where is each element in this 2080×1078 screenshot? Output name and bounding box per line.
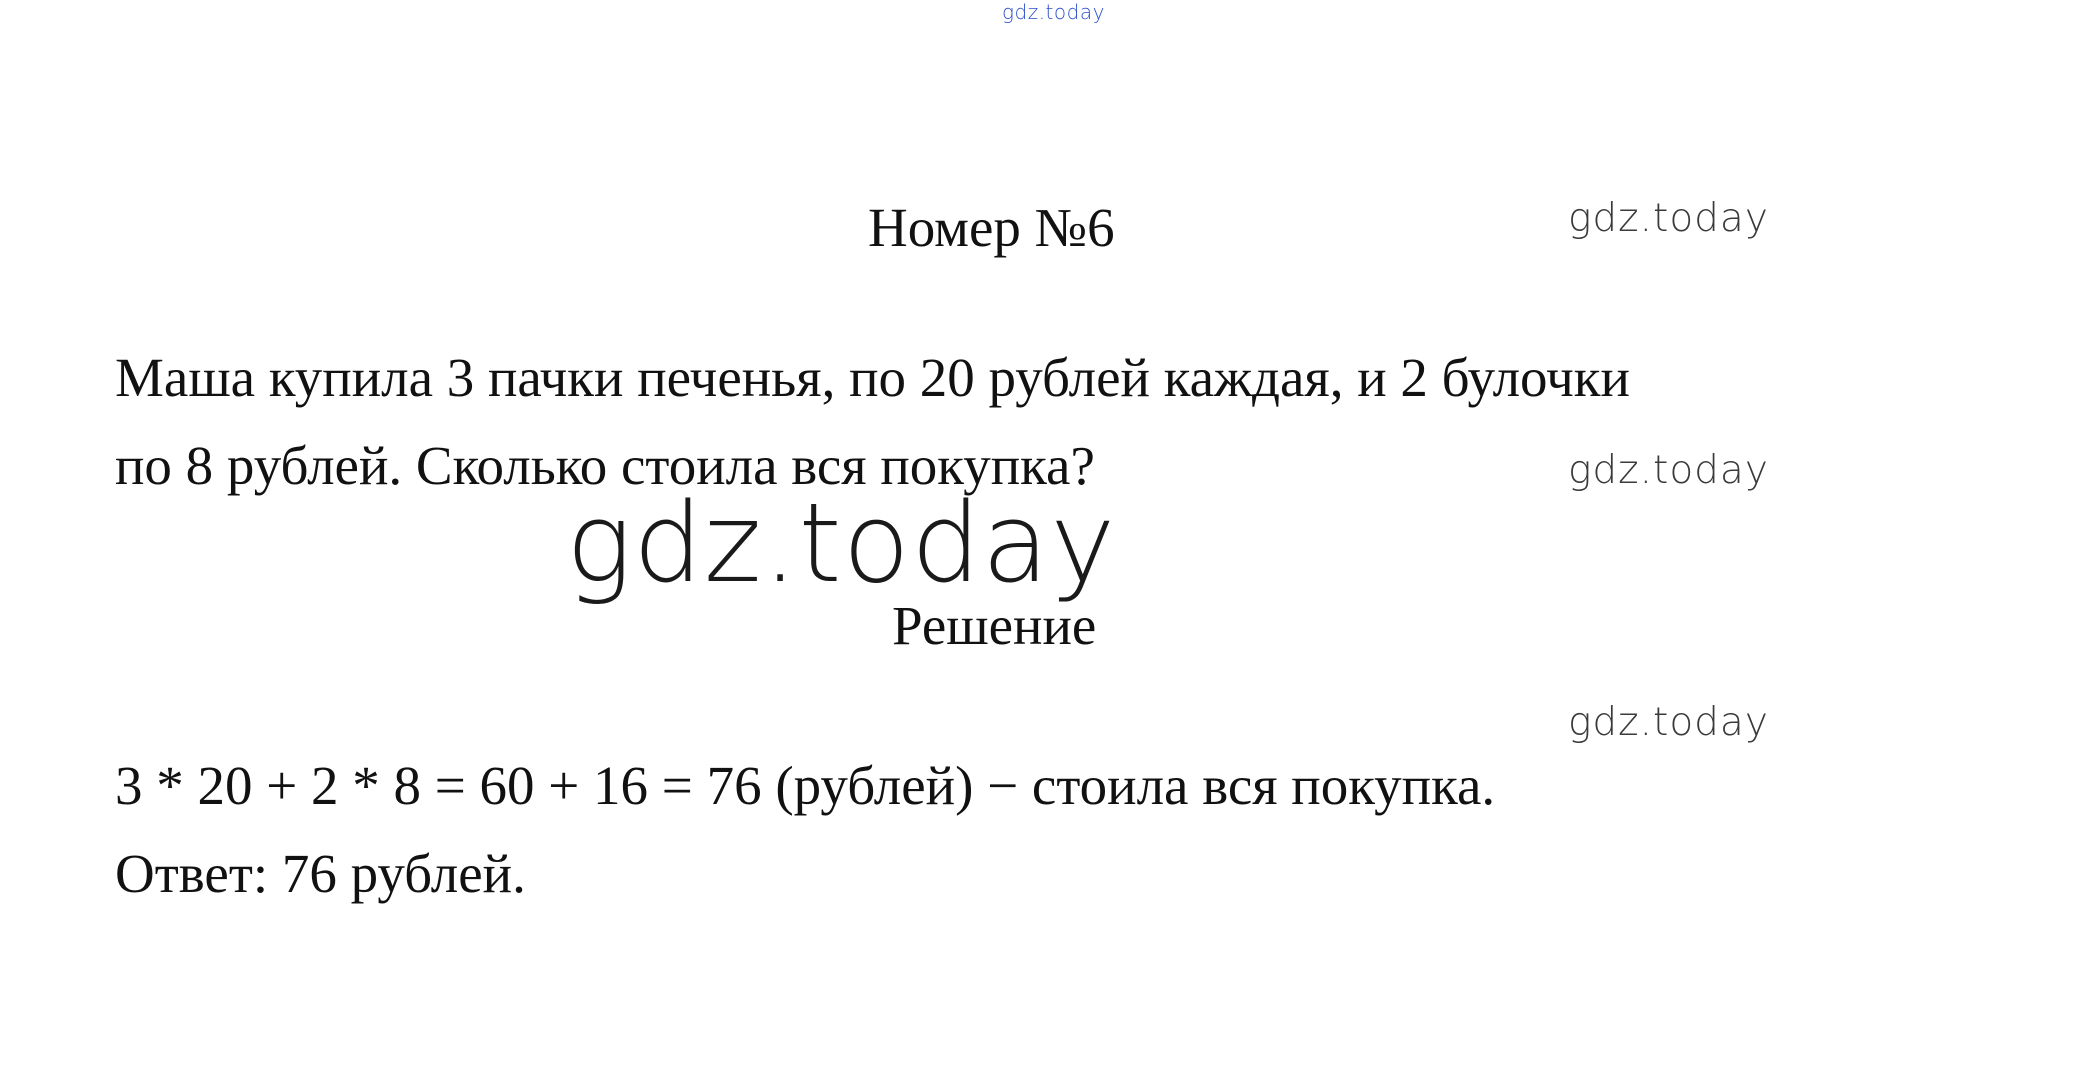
watermark-right-2: gdz.today xyxy=(1568,448,1769,493)
watermark-center-large: gdz.today xyxy=(566,479,1117,607)
solution-answer: Ответ: 76 рублей. xyxy=(115,843,526,904)
watermark-right-3: gdz.today xyxy=(1568,700,1769,745)
watermark-right-1: gdz.today xyxy=(1568,196,1769,241)
page-title: Номер №6 xyxy=(868,197,1115,258)
watermark-top: gdz.today xyxy=(1002,0,1105,24)
problem-line-1: Маша купила 3 пачки печенья, по 20 рублей каждая, и 2 булочки xyxy=(115,347,1630,408)
problem-line-2: по 8 рублей. Сколько стоила вся покупка? xyxy=(115,435,1095,496)
solution-heading: Решение xyxy=(892,595,1097,656)
solution-calculation: 3 * 20 + 2 * 8 = 60 + 16 = 76 (рублей) − стоила вся покупка. xyxy=(115,755,1496,816)
